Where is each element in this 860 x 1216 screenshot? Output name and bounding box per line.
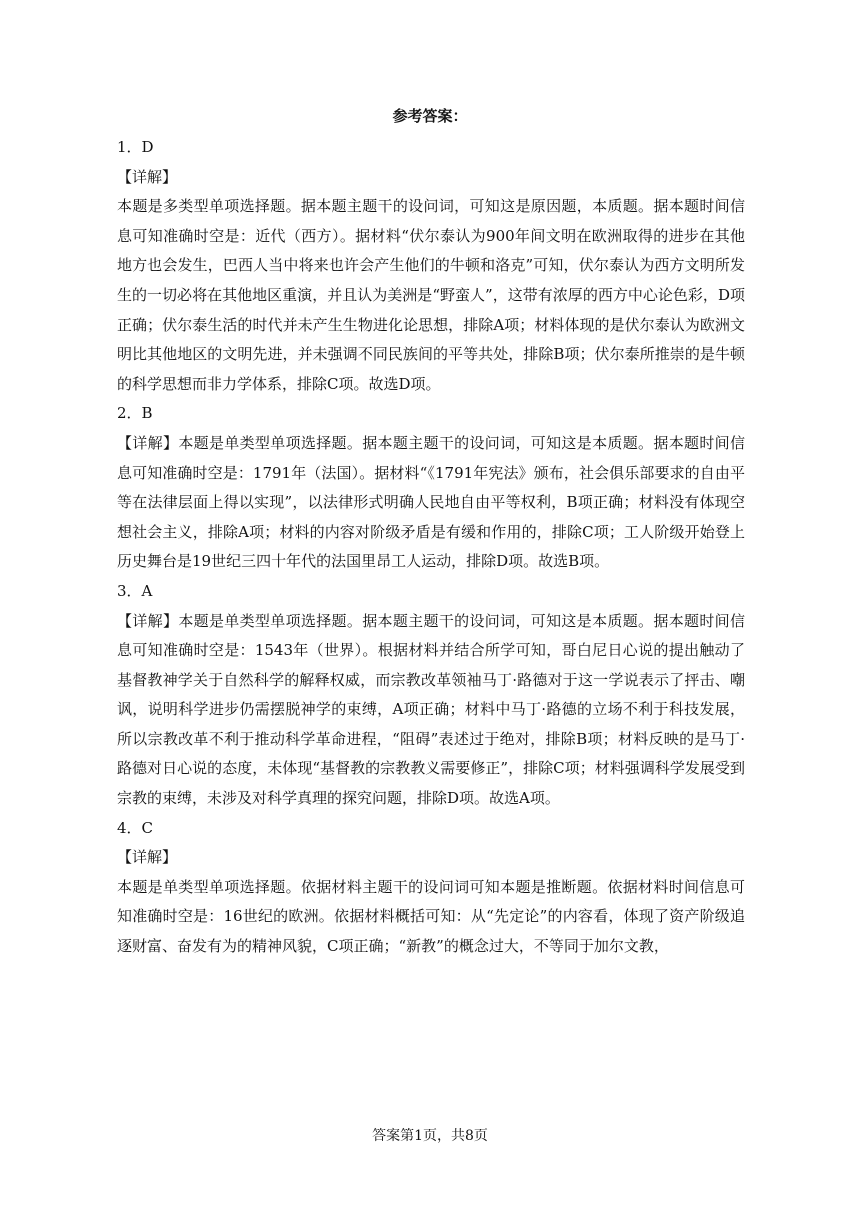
explanation-heading: 【详解】 <box>117 433 179 452</box>
page-footer: 答案第1页，共8页 <box>372 1128 488 1144</box>
explanation-block <box>117 429 745 577</box>
explanation-text: 本题是单类型单项选择题。依据材料主题干的设问词可知本题是推断题。依据材料时间信息可知准确时空是：16世纪的欧洲。依据材料概括可知：从“先定论”的内容看，体现了资产阶级追逐财富、奋发有为的精神风貌，C项正确；“新教”的概念过大，不等同于加尔文教， <box>117 877 745 956</box>
explanation-heading: 【详解】 <box>117 611 179 630</box>
explanation-text: 本题是单类型单项选择题。据本题主题干的设问词，可知这是本质题。据本题时间信息可知准确时空是：1543年（世界）。根据材料并结合所学可知，哥白尼日心说的提出触动了基督教神学关于自然科学的解释权威，而宗教改革领袖马丁·路德对于这一学说表示了抨击、嘲讽，说明科学进步仍需摆脱神学的束缚，A项正确；材料中马丁·路德的立场不利于科技发展，所以宗教改革不利于推动科学革命进程，“阻碍”表述过于绝对，排除B项；材料反映的是马丁·路德对日心说的态度，未体现“基督教的宗教教义需要修正”，排除C项；材料强调科学发展受到宗教的束缚，未涉及对科学真理的探究问题，排除D项。故选A项。 <box>117 611 745 808</box>
answer-content <box>117 133 745 962</box>
answer-item-3 <box>117 577 745 814</box>
answer-number: 1．D <box>117 138 154 156</box>
explanation-block <box>117 607 745 814</box>
explanation-text: 本题是多类型单项选择题。据本题主题干的设问词，可知这是原因题，本质题。据本题时间信息可知准确时空是：近代（西方）。据材料“伏尔泰认为900年间文明在欧洲取得的进步在其他地方也会发生，巴西人当中将来也许会产生他们的牛顿和洛克”可知，伏尔泰认为西方文明所发生的一切必将在其他地区重演，并且认为美洲是“野蛮人”，这带有浓厚的西方中心论色彩，D项正确；伏尔泰生活的时代并未产生生物进化论思想，排除A项；材料体现的是伏尔泰认为欧洲文明比其他地区的文明先进，并未强调不同民族间的平等共处，排除B项；伏尔泰所推崇的是牛顿的科学思想而非力学体系，排除C项。故选D项。 <box>117 197 745 393</box>
answer-item-1 <box>117 133 745 399</box>
answer-number: 2．B <box>117 404 153 423</box>
answer-item-2 <box>117 399 745 577</box>
answer-item-4 <box>117 814 745 962</box>
answer-number: 3．A <box>117 581 153 600</box>
explanation-heading: 【详解】 <box>117 848 178 867</box>
explanation-text: 本题是单类型单项选择题。据本题主题干的设问词，可知这是本质题。据本题时间信息可知准确时空是：1791年（法国）。据材料“《1791年宪法》颁布，社会俱乐部要求的自由平等在法律层面上得以实现”，以法律形式明确人民地自由平等权利，B项正确；材料没有体现空想社会主义，排除A项；材料的内容对阶级矛盾是有缓和作用的，排除C项；工人阶级开始登上历史舞台是19世纪三四十年代的法国里昂工人运动，排除D项。故选B项。 <box>117 433 745 571</box>
explanation-heading: 【详解】 <box>117 167 178 186</box>
page-title: 参考答案： <box>392 107 468 125</box>
answer-number: 4．C <box>117 818 154 837</box>
